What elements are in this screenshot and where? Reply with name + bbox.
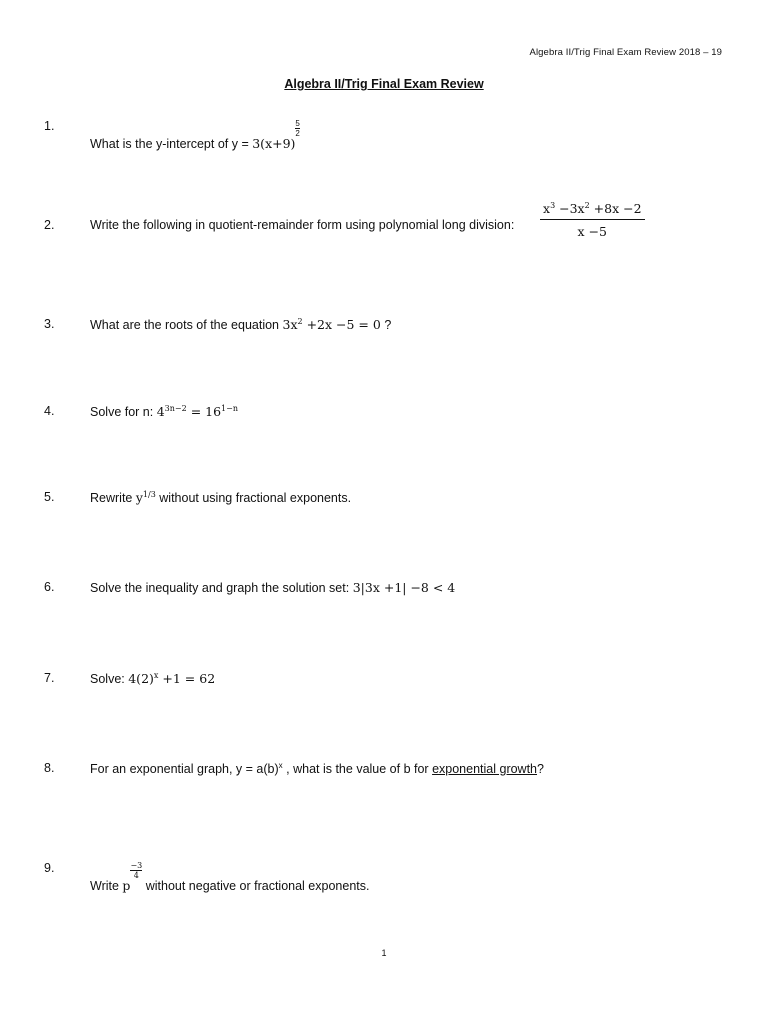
q1-exp-den: 2	[295, 129, 300, 138]
page-number: 1	[381, 948, 387, 958]
q1-exponent	[295, 119, 299, 138]
question-number: 2.	[44, 218, 55, 232]
question-number: 7.	[44, 671, 55, 685]
question-number: 1.	[44, 119, 55, 133]
q5-expression	[136, 490, 156, 505]
question-number: 9.	[44, 861, 55, 875]
q9-exponent	[130, 861, 142, 880]
q7-equation	[128, 671, 215, 686]
question-suffix: without negative or fractional exponents.	[145, 879, 370, 893]
q3-equation	[283, 317, 381, 332]
question-prompt: Solve:	[90, 672, 125, 687]
question-text	[90, 119, 300, 151]
q5-base: y	[135, 490, 143, 506]
question-suffix: without using fractional exponents.	[159, 491, 352, 506]
header-course: Algebra II/Trig Final Exam Review 2018 – 19	[529, 47, 722, 58]
q2-term-c: +8x −2	[589, 201, 642, 217]
q2-numerator	[540, 201, 645, 220]
question-text	[90, 404, 238, 419]
q9-base: p	[122, 878, 131, 893]
question-text	[90, 671, 215, 686]
q4-equation	[157, 404, 238, 419]
question-prompt: Rewrite	[90, 491, 133, 506]
exponential-growth-term: exponential growth	[432, 762, 538, 777]
q5-exp: 1/3	[142, 490, 156, 499]
q2-term-a: x	[543, 201, 551, 217]
q2-exp-3: 3	[550, 201, 556, 210]
q9-exp-num: 3	[137, 861, 143, 870]
question-prompt: What are the roots of the equation	[90, 318, 280, 333]
q2-term-b: −3x	[555, 201, 585, 217]
question-prompt: Write the following in quotient-remainder form using polynomial long division:	[90, 218, 515, 232]
question-number: 6.	[44, 580, 55, 594]
question-9	[0, 861, 768, 893]
question-prompt: Write	[90, 879, 119, 893]
question-7	[0, 671, 768, 693]
q8-exp: x	[278, 761, 283, 770]
question-8	[0, 761, 768, 783]
question-prompt: For an exponential graph, y = a(b)	[90, 762, 279, 777]
question-text	[90, 317, 391, 332]
question-text	[90, 490, 351, 505]
q3-exp-2: 2	[297, 317, 303, 326]
q1-exp-num: 5	[295, 119, 300, 128]
question-1	[0, 119, 768, 151]
q1-expression: 3(x+9)	[252, 136, 296, 151]
q2-exp-2: 2	[584, 201, 590, 210]
q7-term-a: 4(2)	[128, 671, 154, 687]
q9-expression	[122, 861, 143, 893]
q7-term-b: +1 = 62	[158, 671, 216, 687]
question-number: 5.	[44, 490, 55, 504]
question-4	[0, 404, 768, 426]
question-text	[90, 580, 455, 595]
question-2	[0, 201, 768, 240]
question-prompt: Solve the inequality and graph the solution set:	[90, 581, 350, 595]
question-text	[90, 761, 544, 776]
q4-exp-2: 1−n	[221, 404, 238, 413]
q6-inequality: 3|3x +1| −8 < 4	[352, 580, 456, 595]
page-title: Algebra II/Trig Final Exam Review	[284, 77, 484, 91]
question-suffix: ?	[384, 318, 392, 333]
q4-base-b: = 16	[186, 404, 222, 420]
q9-exp-sign: −	[130, 861, 138, 870]
question-6	[0, 580, 768, 602]
q3-term-b: +2x −5 = 0	[302, 317, 381, 333]
q9-exp-top	[130, 861, 142, 870]
question-3	[0, 317, 768, 339]
question-5	[0, 490, 768, 512]
question-prompt: Solve for n:	[90, 405, 154, 420]
q4-base-a: 4	[156, 404, 165, 420]
question-prompt: What is the y-intercept of y =	[90, 137, 253, 151]
question-suffix: ?	[537, 762, 544, 777]
question-middle: , what is the value of b for	[286, 762, 429, 777]
q3-term-a: 3x	[282, 317, 298, 333]
question-number: 3.	[44, 317, 55, 331]
q4-exp-1: 3n−2	[164, 404, 187, 413]
question-text	[90, 861, 369, 893]
q2-denominator: x −5	[577, 224, 607, 240]
q2-fraction	[540, 201, 645, 239]
question-number: 4.	[44, 404, 55, 418]
question-number: 8.	[44, 761, 55, 775]
q7-exp: x	[153, 671, 159, 680]
q9-exp-den: 4	[130, 870, 142, 880]
